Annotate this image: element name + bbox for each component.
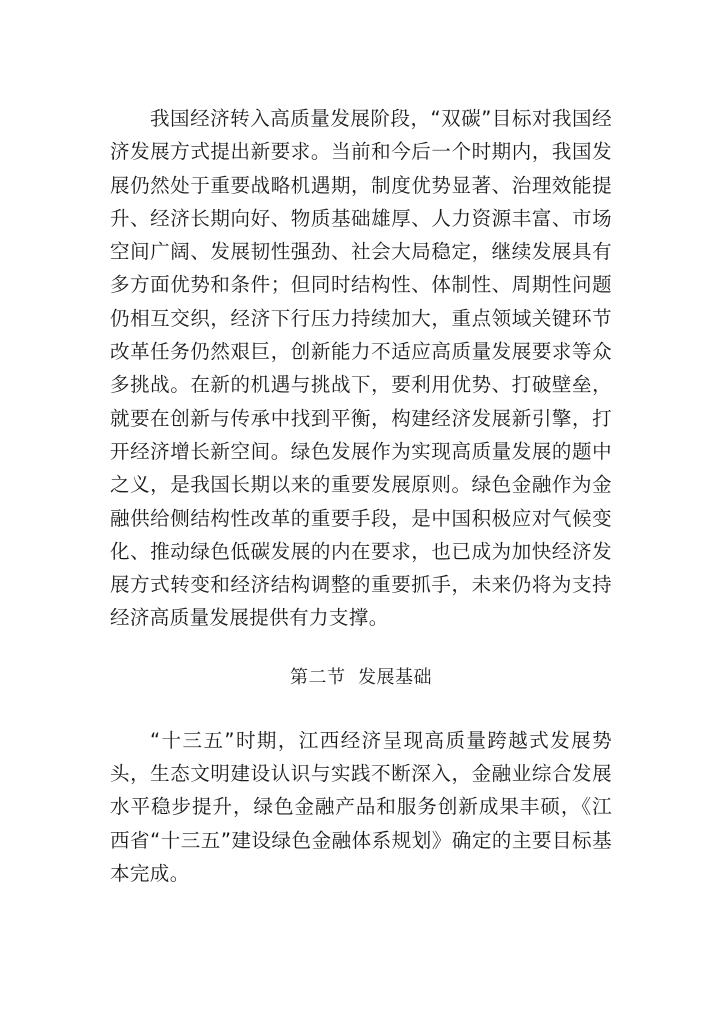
body-paragraph-2: “十三五”时期，江西经济呈现高质量跨越式发展势头，生态文明建设认识与实践不断深入，金融业综合发展水平稳步提升，绿色金融产品和服务创新成果丰硕，《江西省“十三五”建设绿色金融体系规划》确定的主要目标基本完成。 [110, 728, 612, 885]
body-paragraph-1: 我国经济转入高质量发展阶段，“双碳”目标对我国经济发展方式提出新要求。当前和今后一个时期内，我国发展仍然处于重要战略机遇期，制度优势显著、治理效能提升、经济长期向好、物质基础雄厚、人力资源丰富、市场空间广阔、发展韧性强劲、社会大局稳定，继续发展具有多方面优势和条件；但同时结构性、体制性、周期性问题仍相互交织，经济下行压力持续加大，重点领域关键环节改革任务仍然艰巨，创新能力不适应高质量发展要求等众多挑战。在新的机遇与挑战下，要利用优势、打破壁垒，就要在创新与传承中找到平衡，构建经济发展新引擎，打开经济增长新空间。绿色发展作为实现高质量发展的题中之义，是我国长期以来的重要发展原则。绿色金融作为金融供给侧结构性改革的重要手段，是中国积极应对气候变化、推动绿色低碳发展的内在要求，也已成为加快经济发展方式转变和经济结构调整的重要抓手，未来仍将为支持经济高质量发展提供有力支撑。 [110, 107, 612, 630]
section-heading: 第二节 发展基础 [290, 666, 432, 688]
document-page [110, 102, 612, 890]
